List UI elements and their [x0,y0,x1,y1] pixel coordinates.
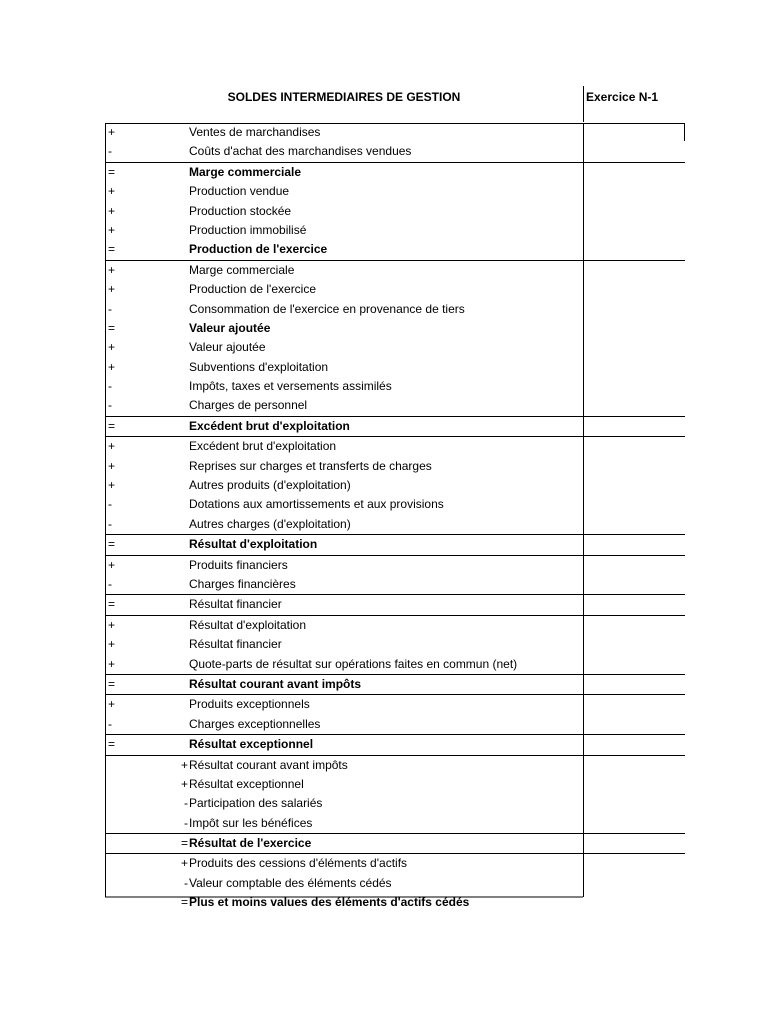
row-sign: + [108,262,116,277]
row-label: Excédent brut d'exploitation [189,439,337,454]
row-sign: = [108,418,116,433]
table-row [105,635,685,654]
row-sign: = [108,537,116,552]
table-row [105,755,685,775]
table-row [105,715,685,734]
row-label: Subventions d'exploitation [189,359,329,374]
row-label: Résultat courant avant impôts [189,676,362,691]
row-sign: - [108,301,112,316]
table-row [105,280,685,299]
row-label: Coûts d'achat des marchandises vendues [189,144,412,159]
row-sign: = [108,676,116,691]
row-label: Charges de personnel [189,398,308,413]
row-sign: + [108,359,116,374]
row-label: Production de l'exercice [189,242,328,257]
table-row [105,674,685,694]
row-label: Charges exceptionnelles [189,716,321,731]
row-label: Produits financiers [189,557,288,572]
row-label: Résultat d'exploitation [189,617,307,632]
table-row [105,794,685,813]
row-label: Production de l'exercice [189,282,317,297]
row-sign: = [108,320,116,335]
row-label: Résultat de l'exercice [189,836,312,851]
table-row [105,655,685,674]
table-row [105,534,685,554]
row-label: Valeur ajoutée [189,340,266,355]
table-row [105,476,685,495]
table-row [105,555,685,575]
table-row [105,338,685,357]
table-row [105,515,685,534]
table-title: SOLDES INTERMEDIAIRES DE GESTION [227,90,461,104]
row-label: Valeur comptable des éléments cédés [189,875,392,890]
table-row [105,162,685,182]
row-label: Ventes de marchandises [189,125,321,139]
column-divider [583,86,584,122]
row-sign: - [108,144,112,159]
row-sign: = [108,242,116,257]
row-label: Impôt sur les bénéfices [189,815,313,830]
table-row [105,436,685,456]
table-row [105,694,685,714]
row-label: Impôts, taxes et versements assimilés [189,379,392,394]
table-row [105,495,685,514]
row-label: Production immobilisé [189,222,307,237]
row-sign: + [108,637,116,652]
table-row [105,221,685,240]
row-label: Résultat d'exploitation [189,537,318,552]
row-sign: + [108,340,116,355]
row-sign: + [108,697,116,712]
table-row [105,775,685,794]
row-sign: + [108,125,116,139]
row-sign: = [180,836,188,851]
table-row [105,615,685,635]
row-label: Marge commerciale [189,262,295,277]
table-row [105,893,685,912]
table-row [105,202,685,221]
row-label: Résultat financier [189,637,282,652]
row-sign: - [184,875,188,890]
row-sign: + [108,203,116,218]
row-sign: - [108,716,112,731]
row-sign: + [108,184,116,199]
table-row [105,377,685,396]
row-sign: + [108,458,116,473]
table-row [105,240,685,259]
row-label: Production vendue [189,184,290,199]
row-sign: + [108,557,116,572]
table-row [105,853,685,873]
row-label: Dotations aux amortissements et aux provisions [189,497,444,512]
row-label: Plus et moins values des éléments d'actifs cédés [189,895,470,910]
row-label: Résultat exceptionnel [189,776,304,791]
row-sign: - [108,516,112,531]
table-row [105,874,685,893]
row-sign: = [108,737,116,752]
table-row [105,358,685,377]
row-label: Résultat courant avant impôts [189,757,348,772]
row-sign: - [108,497,112,512]
row-label: Marge commerciale [189,164,302,179]
row-sign: - [184,796,188,811]
row-label: Autres produits (d'exploitation) [189,478,351,493]
table-row [105,319,685,338]
row-sign: - [108,576,112,591]
row-sign: - [108,398,112,413]
row-label: Excédent brut d'exploitation [189,418,350,433]
table-row [105,814,685,833]
table-row [105,575,685,594]
row-sign: = [180,895,188,910]
row-label: Reprises sur charges et transferts de charges [189,458,432,473]
row-sign: + [180,757,188,772]
table-row [105,416,685,436]
table-row [105,734,685,754]
row-sign: + [108,478,116,493]
row-sign: = [108,164,116,179]
row-label: Produits exceptionnels [189,697,310,712]
row-sign: + [108,222,116,237]
row-label: Résultat financier [189,597,282,612]
table-row [105,123,685,142]
table-row [105,457,685,476]
table-row [105,260,685,280]
row-label: Participation des salariés [189,796,323,811]
table-row [105,396,685,415]
row-sign: = [108,597,116,612]
row-sign: + [108,282,116,297]
row-sign: + [180,856,188,871]
row-sign: - [184,815,188,830]
row-sign: + [108,656,116,671]
table-row [105,182,685,201]
column-header-exercice: Exercice N-1 [586,90,659,104]
row-sign: + [180,776,188,791]
table-row [105,142,685,161]
row-sign: - [108,379,112,394]
sig-table [105,123,685,913]
table-row [105,594,685,614]
table-row [105,300,685,319]
table-row [105,833,685,853]
row-label: Produits des cessions d'éléments d'actifs [189,856,408,871]
row-label: Charges financières [189,576,296,591]
row-label: Quote-parts de résultat sur opérations faites en commun (net) [189,656,518,671]
row-label: Résultat exceptionnel [189,737,314,752]
row-label: Autres charges (d'exploitation) [189,516,351,531]
row-label: Valeur ajoutée [189,320,271,335]
row-label: Consommation de l'exercice en provenance de tiers [189,301,465,316]
row-label: Production stockée [189,203,292,218]
row-sign: + [108,439,116,454]
row-sign: + [108,617,116,632]
